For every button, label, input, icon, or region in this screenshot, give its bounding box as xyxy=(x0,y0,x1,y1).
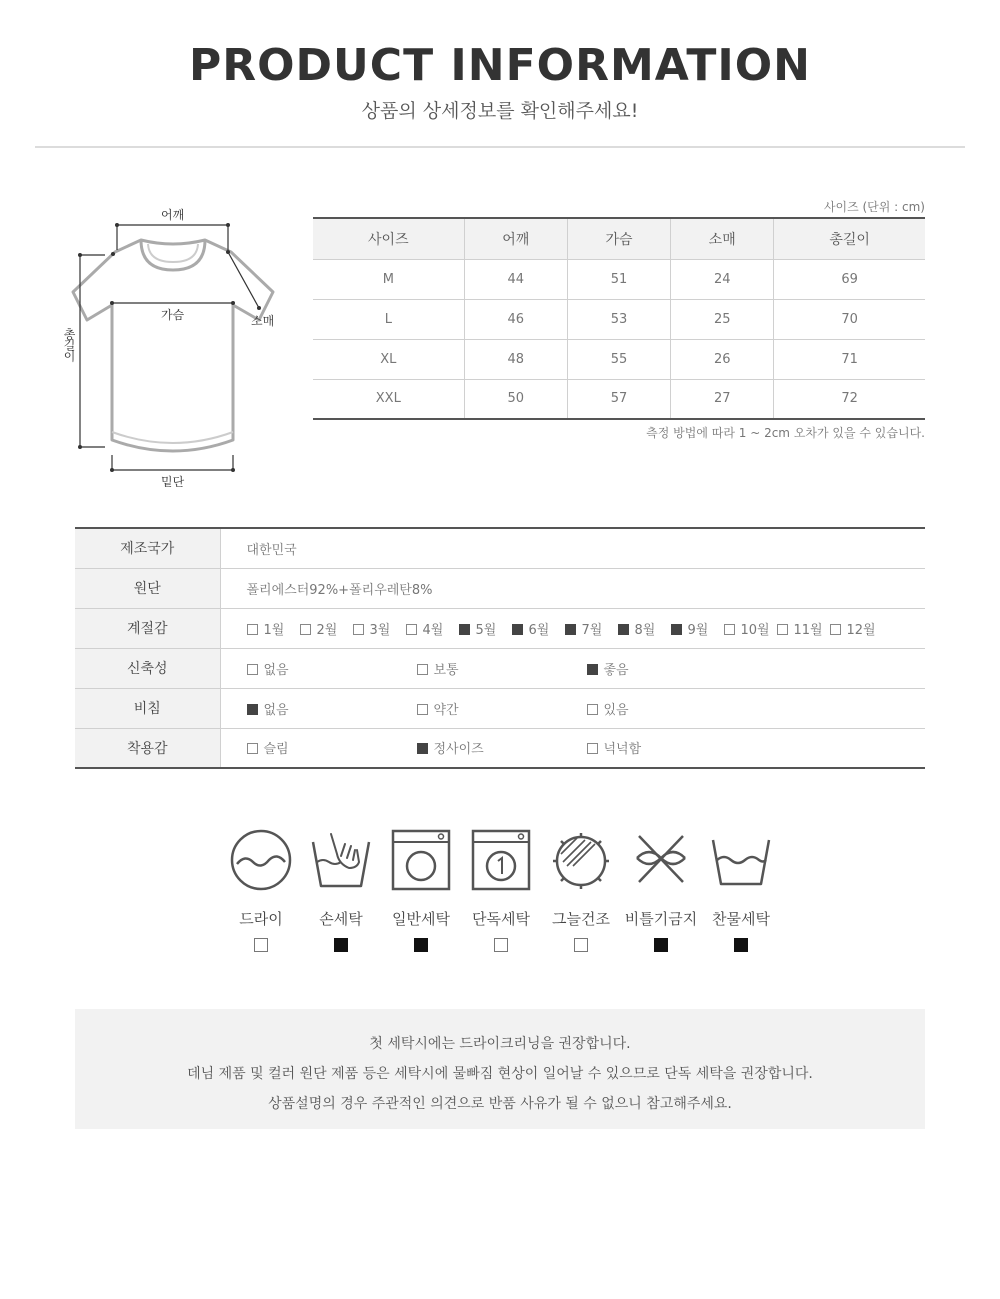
option-item xyxy=(417,659,587,678)
care-item-dry xyxy=(221,828,301,956)
size-cell: 57 xyxy=(567,379,670,419)
option-item xyxy=(417,699,587,718)
option-item xyxy=(512,619,565,638)
stretch-options xyxy=(220,648,925,688)
unchecked-box-icon xyxy=(247,624,258,635)
care-item-cold-wash xyxy=(701,828,781,956)
size-cell: 24 xyxy=(671,259,774,299)
info-row-sheer xyxy=(75,688,925,728)
option-label: 12월 xyxy=(846,622,876,638)
care-item-shade-dry xyxy=(541,828,621,956)
option-label: 4월 xyxy=(422,622,444,638)
tshirt-outline-icon xyxy=(55,200,285,500)
size-cell: 50 xyxy=(464,379,567,419)
checked-box-icon xyxy=(618,624,629,635)
size-cell: 71 xyxy=(774,339,925,379)
size-header-cell: 소매 xyxy=(671,218,774,259)
size-table xyxy=(313,217,925,420)
dry-clean-icon xyxy=(229,828,293,892)
option-item xyxy=(406,619,459,638)
season-options xyxy=(220,608,925,648)
size-cell: 44 xyxy=(464,259,567,299)
size-header-cell: 가슴 xyxy=(567,218,670,259)
sleeve-label: 소매 xyxy=(251,314,275,328)
size-cell: 53 xyxy=(567,299,670,339)
care-instructions xyxy=(221,828,781,958)
notice-line: 데님 제품 및 컬러 원단 제품 등은 세탁시에 물빠짐 현상이 일어날 수 있으므로 단독 세탁을 권장합니다. xyxy=(187,1066,813,1082)
size-cell: 27 xyxy=(671,379,774,419)
option-label: 9월 xyxy=(687,622,709,638)
option-item xyxy=(417,738,587,757)
unchecked-box-icon xyxy=(247,664,258,675)
care-label: 그늘건조 xyxy=(552,910,610,928)
option-item xyxy=(247,699,417,718)
care-label: 드라이 xyxy=(239,910,283,928)
care-checkbox xyxy=(494,938,508,952)
size-cell: 48 xyxy=(464,339,567,379)
info-label: 제조국가 xyxy=(75,528,220,568)
info-label: 비침 xyxy=(75,688,220,728)
care-checkbox xyxy=(574,938,588,952)
size-cell: 70 xyxy=(774,299,925,339)
unchecked-box-icon xyxy=(417,704,428,715)
option-item xyxy=(587,659,757,678)
option-label: 1월 xyxy=(263,622,285,638)
length-label: 총길이 xyxy=(62,328,76,361)
option-item xyxy=(459,619,512,638)
option-item xyxy=(565,619,618,638)
size-cell: 26 xyxy=(671,339,774,379)
option-label: 슬림 xyxy=(263,742,289,758)
unchecked-box-icon xyxy=(830,624,841,635)
care-checkbox xyxy=(414,938,428,952)
option-label: 있음 xyxy=(603,702,629,718)
size-header-cell: 어깨 xyxy=(464,218,567,259)
option-label: 2월 xyxy=(316,622,338,638)
care-item-machine-wash xyxy=(381,828,461,956)
size-cell: 72 xyxy=(841,391,858,407)
info-row-fabric xyxy=(75,568,925,608)
hem-label: 밑단 xyxy=(161,475,185,489)
fit-options xyxy=(220,728,925,768)
care-label: 찬물세탁 xyxy=(712,910,770,928)
size-table-header-row xyxy=(313,218,925,259)
tshirt-size-diagram xyxy=(55,200,285,500)
unchecked-box-icon xyxy=(406,624,417,635)
info-value: 대한민국 xyxy=(220,528,925,568)
info-row-fit xyxy=(75,728,925,768)
option-label: 10월 xyxy=(740,622,770,638)
option-label: 3월 xyxy=(369,622,391,638)
size-cell: XL xyxy=(313,339,464,379)
option-label: 없음 xyxy=(263,662,289,678)
size-cell: XXL xyxy=(313,379,464,419)
info-label: 원단 xyxy=(75,568,220,608)
care-checkbox xyxy=(654,938,668,952)
size-cell: 55 xyxy=(567,339,670,379)
option-item xyxy=(830,619,883,638)
option-label: 좋음 xyxy=(603,662,629,678)
care-checkbox xyxy=(734,938,748,952)
option-label: 없음 xyxy=(263,702,289,718)
unchecked-box-icon xyxy=(724,624,735,635)
option-item xyxy=(247,738,417,757)
page-subtitle: 상품의 상세정보를 확인해주세요! xyxy=(361,100,639,122)
table-row xyxy=(313,299,925,339)
shade-dry-icon xyxy=(549,828,613,892)
info-label: 계절감 xyxy=(75,608,220,648)
wash-separately-icon xyxy=(469,828,533,892)
option-item xyxy=(300,619,353,638)
size-cell: 69 xyxy=(774,259,925,299)
option-label: 보통 xyxy=(433,662,459,678)
header-divider xyxy=(35,146,965,148)
info-row-season xyxy=(75,608,925,648)
table-row xyxy=(313,259,925,299)
size-unit-note: 사이즈 (단위 : cm) xyxy=(823,200,925,214)
option-item xyxy=(247,659,417,678)
unchecked-box-icon xyxy=(247,743,258,754)
info-row-stretch xyxy=(75,648,925,688)
checked-box-icon xyxy=(459,624,470,635)
size-cell: 25 xyxy=(671,299,774,339)
option-label: 6월 xyxy=(528,622,550,638)
care-label: 비틀기금지 xyxy=(624,910,698,928)
option-item xyxy=(724,619,777,638)
notice-line: 상품설명의 경우 주관적인 의견으로 반품 사유가 될 수 없으니 참고해주세요. xyxy=(268,1096,732,1112)
checked-box-icon xyxy=(671,624,682,635)
checked-box-icon xyxy=(587,664,598,675)
option-item xyxy=(587,738,757,757)
unchecked-box-icon xyxy=(300,624,311,635)
option-item xyxy=(777,619,830,638)
shoulder-label: 어깨 xyxy=(161,208,185,222)
unchecked-box-icon xyxy=(587,704,598,715)
option-item xyxy=(247,619,300,638)
option-item xyxy=(353,619,406,638)
size-cell: M xyxy=(313,259,464,299)
no-wring-icon xyxy=(629,828,693,892)
sheer-options xyxy=(220,688,925,728)
option-label: 넉넉함 xyxy=(603,742,642,758)
option-label: 5월 xyxy=(475,622,497,638)
info-row-country xyxy=(75,528,925,568)
size-cell: 46 xyxy=(464,299,567,339)
checked-box-icon xyxy=(565,624,576,635)
page-title: PRODUCT INFORMATION xyxy=(189,40,811,91)
option-label: 8월 xyxy=(634,622,656,638)
chest-label: 가슴 xyxy=(161,308,185,322)
unchecked-box-icon xyxy=(777,624,788,635)
care-label: 손세탁 xyxy=(319,910,363,928)
checked-box-icon xyxy=(247,704,258,715)
machine-wash-icon xyxy=(389,828,453,892)
hand-wash-icon xyxy=(309,828,373,892)
info-value: 폴리에스터92%+폴리우레탄8% xyxy=(220,568,925,608)
option-label: 약간 xyxy=(433,702,459,718)
option-label: 11월 xyxy=(793,622,823,638)
info-label: 착용감 xyxy=(75,728,220,768)
option-label: 7월 xyxy=(581,622,603,638)
option-item xyxy=(618,619,671,638)
notice-line: 첫 세탁시에는 드라이크리닝을 권장합니다. xyxy=(369,1036,631,1052)
size-cell: 51 xyxy=(567,259,670,299)
product-info-table xyxy=(75,527,925,769)
care-item-hand-wash xyxy=(301,828,381,956)
table-row xyxy=(313,379,925,419)
unchecked-box-icon xyxy=(417,664,428,675)
size-header-cell: 사이즈 xyxy=(313,218,464,259)
unchecked-box-icon xyxy=(587,743,598,754)
checked-box-icon xyxy=(417,743,428,754)
cold-wash-icon xyxy=(709,828,773,892)
table-row xyxy=(313,339,925,379)
option-item xyxy=(587,699,757,718)
care-item-wash-separately xyxy=(461,828,541,956)
size-header-cell: 총길이 xyxy=(774,218,925,259)
unchecked-box-icon xyxy=(353,624,364,635)
care-notice-box xyxy=(75,1009,925,1129)
option-label: 정사이즈 xyxy=(433,742,484,758)
care-label: 일반세탁 xyxy=(392,910,450,928)
care-checkbox xyxy=(334,938,348,952)
measurement-note: 측정 방법에 따라 1 ~ 2cm 오차가 있을 수 있습니다. xyxy=(646,426,925,440)
info-label: 신축성 xyxy=(75,648,220,688)
checked-box-icon xyxy=(512,624,523,635)
size-cell: L xyxy=(313,299,464,339)
care-item-no-wring xyxy=(621,828,701,956)
care-label: 단독세탁 xyxy=(472,910,530,928)
care-checkbox xyxy=(254,938,268,952)
option-item xyxy=(671,619,724,638)
